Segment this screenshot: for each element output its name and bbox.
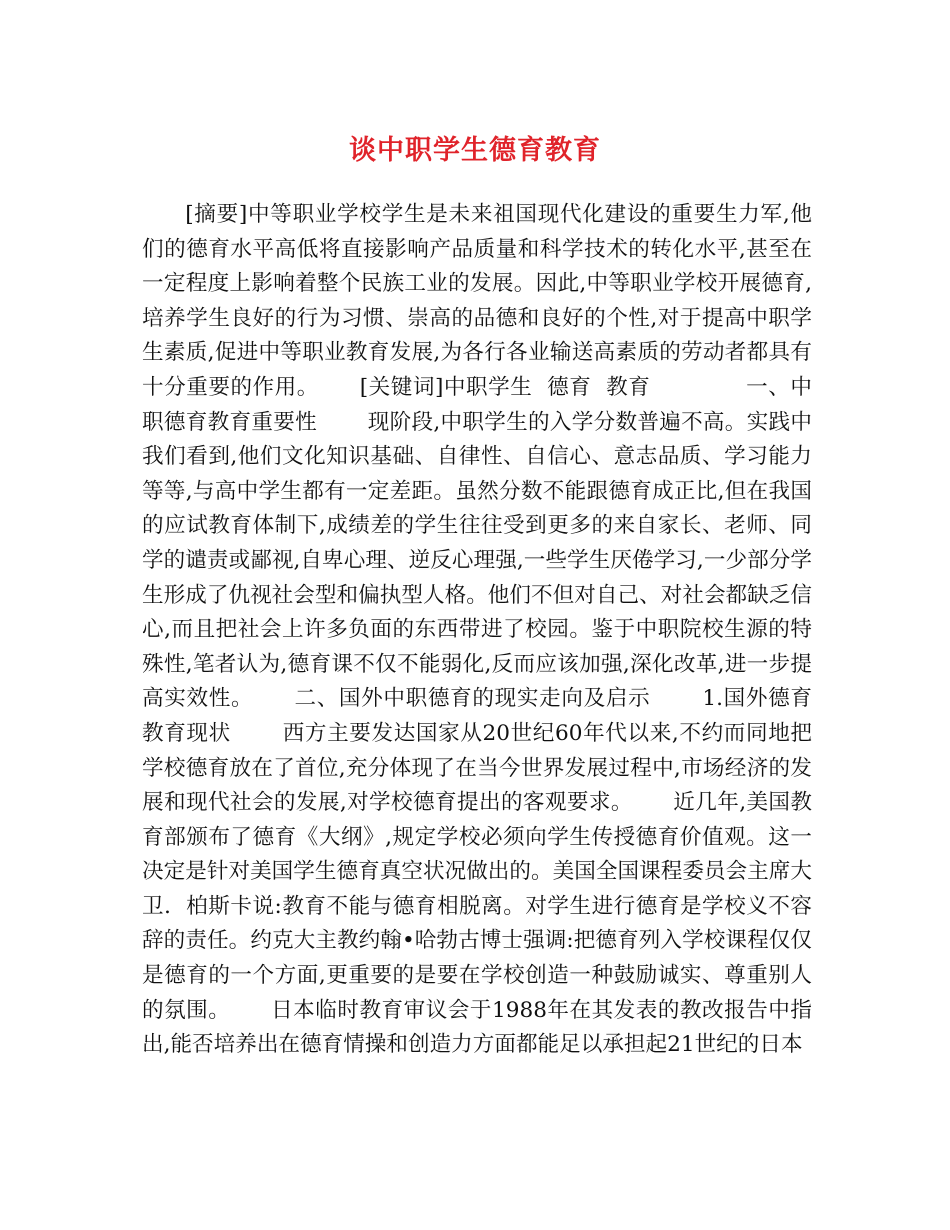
document-title: 谈中职学生德育教育 bbox=[349, 135, 601, 166]
document-body: [摘要]中等职业学校学生是未来祖国现代化建设的重要生力军,他们的德育水平高低将直接影响产品质量和科学技术的转化水平,甚至在一定程度上影响着整个民族工业的发展。因此,中等职业学校开展德育,培养学生良好的行为习惯、崇高的品德和良好的个性,对于提高中职学生素质,促进中等职业教育发展,为各行各业输送高素质的劳动者都具有十分重要的作用。 [关键词]中职学生 德育 教育 一、中职德育教育重要性 现阶段,中职学生的入学分数普遍不高。实践中我们看到,他们文化知识基础、自律性、自信心、意志品质、学习能力等等,与高中学生都有一定差距。虽然分数不能跟德育成正比,但在我国的应试教育体制下,成绩差的学生往往受到更多的来自家长、老师、同学的谴责或鄙视,自卑心理、逆反心理强,一些学生厌倦学习,一少部分学生形成了仇视社会型和偏执型人格。他们不但对自己、对社会都缺乏信心,而且把社会上许多负面的东西带进了校园。鉴于中职院校生源的特殊性,笔者认为,德育课不仅不能弱化,反而应该加强,深化改革,进一步提高实效性。 二、国外中职德育的现实走向及启示 1.国外德育教育现状 西方主要发达国家从20世纪60年代以来,不约而同地把学校德育放在了首位,充分体现了在当今世界发展过程中,市场经济的发展和现代社会的发展,对学校德育提出的客观要求。 近几年,美国教育部颁布了德育《大纲》,规定学校必须向学生传授德育价值观。这一决定是针对美国学生德育真空状况做出的。美国全国课程委员会主席大卫．柏斯卡说:教育不能与德育相脱离。对学生进行德育是学校义不容辞的责任。约克大主教约翰•哈勃古博士强调:把德育列入学校课程仅仅是德育的一个方面,更重要的是要在学校创造一种鼓励诚实、尊重别人的氛围。 日本临时教育审议会于1988年在其发表的教改报告中指出,能否培养出在德育情操和创造力方面都能足以承担起21世纪的日本 bbox=[142, 202, 812, 1058]
